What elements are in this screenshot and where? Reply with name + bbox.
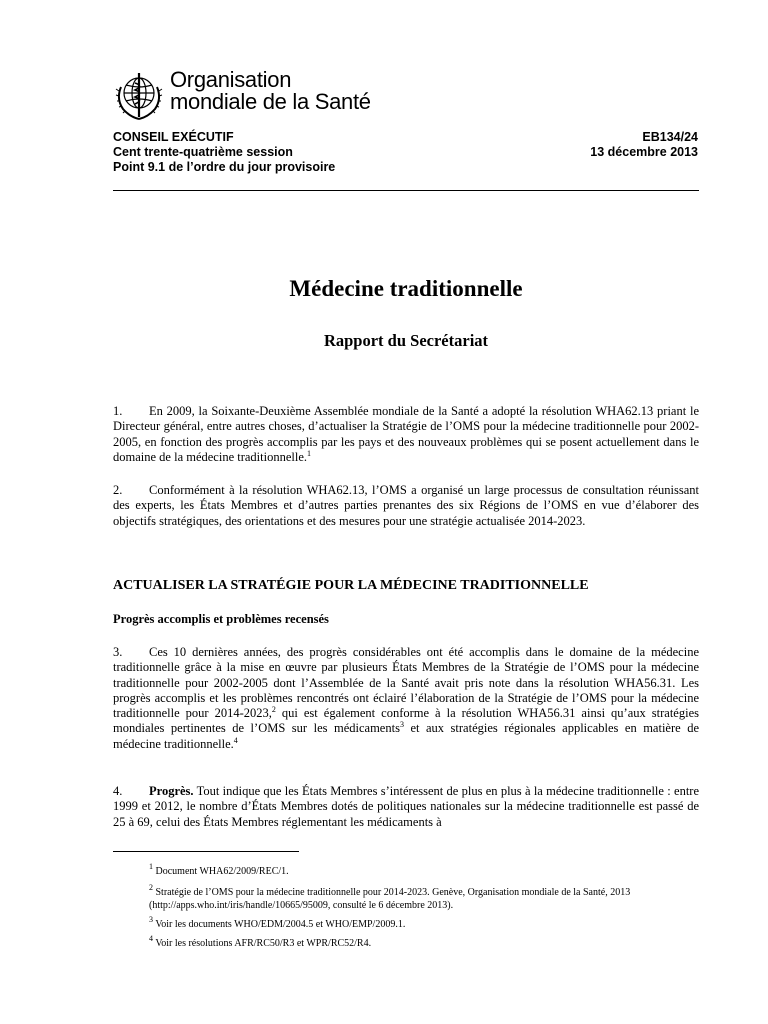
paragraph-lead: Progrès. — [149, 784, 194, 798]
footnote-number: 1 — [149, 862, 153, 871]
footnote-text: Voir les documents WHO/EDM/2004.5 et WHO/EMP/2009.1. — [155, 919, 406, 930]
org-name-line2: mondiale de la Santé — [170, 89, 371, 114]
paragraph-number: 1. — [113, 404, 123, 418]
session-name: Cent trente-quatrième session — [113, 145, 293, 159]
document-info — [590, 130, 698, 160]
footnote-ref: 3 — [399, 720, 404, 730]
who-logo — [113, 69, 373, 123]
page-title: Médecine traditionnelle — [289, 276, 523, 301]
meeting-info — [113, 130, 335, 175]
paragraph-number: 4. — [113, 784, 123, 798]
footnote-text: Document WHA62/2009/REC/1. — [155, 866, 289, 877]
footnote-text: Stratégie de l’OMS pour la médecine traditionnelle pour 2014-2023. Genève, Organisation mondiale de la Santé, 2013 (http://apps.who.int/iris/handle/10665/95009, consulté le 6 décembre 2013). — [149, 887, 631, 911]
footnote-3 — [113, 915, 699, 931]
footnote-text: Voir les résolutions AFR/RC50/R3 et WPR/RC52/R4. — [155, 938, 372, 949]
footnote-ref: 4 — [233, 735, 238, 745]
paragraph-text: Tout indique que les États Membres s’intéressent de plus en plus à la médecine traditionnelle : entre 1999 et 2012, le nombre d’États Membres dotés de politiques nationales sur la médecine traditionnelle est passé de 25 à 69, celui des États Membres réglementant les médicaments à — [113, 784, 699, 829]
paragraph-text: qui est également conforme à la résolution WHA56.31 ainsi qu’aux stratégies mondiales pertinentes de l’OMS sur les médicaments — [113, 706, 699, 736]
body-name: CONSEIL EXÉCUTIF — [113, 130, 234, 144]
paragraph-number: 2. — [113, 483, 123, 497]
paragraph-text: Ces 10 dernières années, des progrès considérables ont été accomplis dans le domaine de la médecine traditionnelle grâce à la mise en œuvre par plusieurs États Membres de la Stratégie de l’OMS pour la médecine traditionnelle pour 2002-2005 dont l’Assemblée de la Santé avait pris note dans la résolution WHA56.31. Les progrès accomplis et les problèmes rencontrés ont éclairé l’élaboration de la Stratégie de l’OMS pour la médecine traditionnelle pour 2014-2023, — [113, 645, 699, 721]
paragraph-4 — [113, 784, 699, 830]
who-emblem-icon — [113, 69, 165, 123]
footnote-ref: 1 — [307, 448, 312, 458]
footnote-divider — [113, 851, 299, 852]
footnote-number: 2 — [149, 883, 153, 892]
paragraph-number: 3. — [113, 645, 123, 659]
document-date: 13 décembre 2013 — [590, 145, 698, 159]
document-number: EB134/24 — [642, 130, 698, 144]
paragraph-2 — [113, 483, 699, 529]
subsection-heading: Progrès accomplis et problèmes recensés — [113, 612, 329, 626]
page-subtitle: Rapport du Secrétariat — [323, 331, 489, 350]
agenda-item: Point 9.1 de l’ordre du jour provisoire — [113, 160, 336, 174]
paragraph-1 — [113, 404, 699, 465]
paragraph-3 — [113, 645, 699, 752]
footnote-2 — [113, 883, 699, 912]
paragraph-text: et aux stratégies régionales applicables en matière de médecine traditionnelle. — [113, 721, 699, 751]
footnote-number: 3 — [149, 915, 153, 924]
organization-name — [170, 69, 371, 113]
footnote-number: 4 — [149, 934, 153, 943]
footnote-ref: 2 — [271, 705, 276, 715]
header-divider — [113, 190, 699, 191]
section-heading: ACTUALISER LA STRATÉGIE POUR LA MÉDECINE TRADITIONNELLE — [113, 578, 589, 593]
org-name-line1: Organisation — [170, 67, 292, 92]
paragraph-text: Conformément à la résolution WHA62.13, l’OMS a organisé un large processus de consultation réunissant des experts, les États Membres et d’autres parties prenantes des six Régions de l’OMS en vue d’élaborer des objectifs stratégiques, des orientations et des mesures pour une stratégie actualisée 2014-2023. — [113, 483, 699, 528]
paragraph-text: En 2009, la Soixante-Deuxième Assemblée mondiale de la Santé a adopté la résolution WHA62.13 priant le Directeur général, entre autres choses, d’actualiser la Stratégie de l’OMS pour la médecine traditionnelle pour 2002-2005, en fonction des progrès accomplis par les pays et des nouveaux problèmes qui se posent actuellement dans le domaine de la médecine traditionnelle. — [113, 404, 699, 464]
footnote-1 — [113, 862, 699, 878]
footnote-4 — [113, 934, 699, 950]
